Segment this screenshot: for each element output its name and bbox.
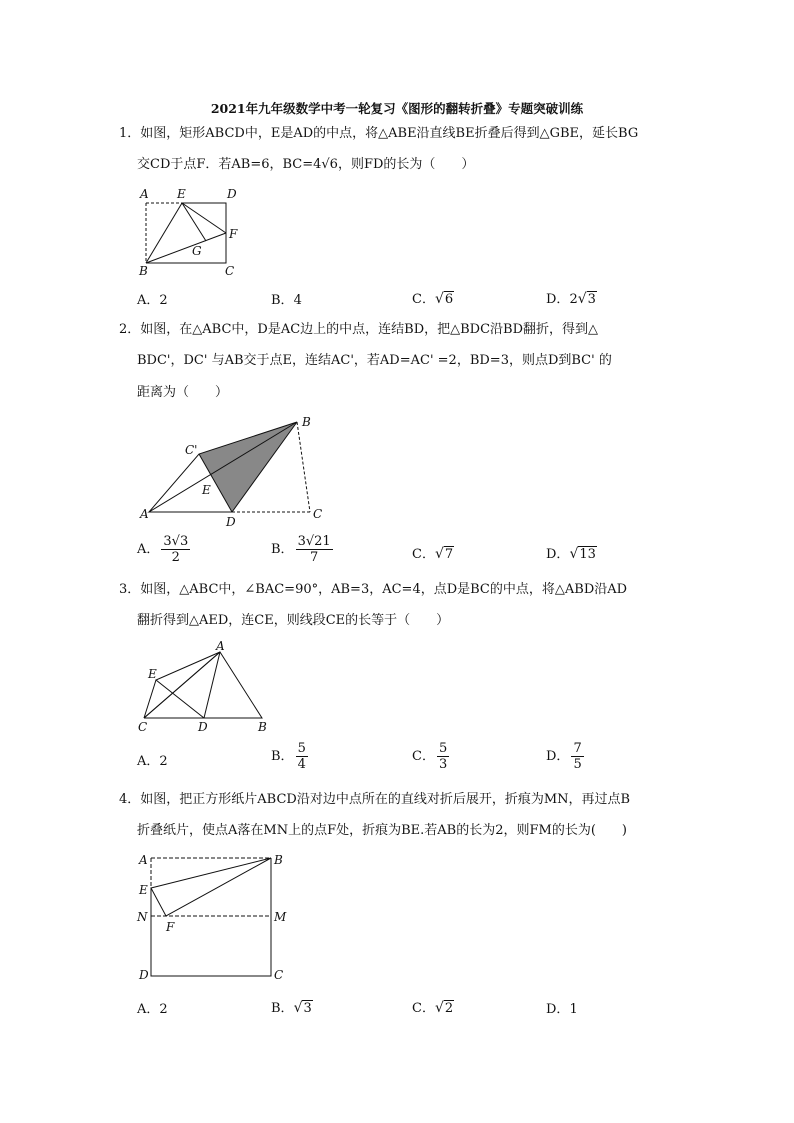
option-label: A． <box>137 1002 160 1017</box>
q4-option-a[interactable] <box>137 998 168 1017</box>
fig2-label-c-prime: C' <box>185 443 198 457</box>
fig3-label-e: E <box>148 667 157 681</box>
option-label: D． <box>546 749 570 764</box>
fig2-label-b: B <box>302 415 311 429</box>
fig1-label-f: F <box>229 227 238 241</box>
option-denominator: 2 <box>171 550 180 565</box>
fig4-label-e: E <box>139 883 148 897</box>
option-value: 2 <box>159 754 168 769</box>
fig4-label-f: F <box>166 920 175 934</box>
fig1-label-g: G <box>192 244 202 258</box>
q4-option-b[interactable]: B．√3 <box>271 1000 312 1016</box>
q2-option-a[interactable] <box>137 534 190 565</box>
figure-2-triangle-fold <box>135 408 335 533</box>
option-numerator: 5 <box>297 741 306 756</box>
q2-option-b[interactable] <box>271 534 333 565</box>
fig4-label-c: C <box>274 968 284 982</box>
option-denominator: 4 <box>297 757 306 772</box>
fig4-label-n: N <box>137 910 148 924</box>
option-radicand: 3 <box>587 292 596 307</box>
option-label: C． <box>412 292 435 307</box>
option-numerator: 5 <box>438 741 448 756</box>
q4-option-d[interactable] <box>546 998 578 1017</box>
option-label: B． <box>271 293 294 308</box>
q1-option-b[interactable] <box>271 289 302 308</box>
question-2-line-2: BDC'，DC' 与AB交于点E，连结AC'，若AD=AC' =2，BD=3，则点D到BC' 的 <box>137 353 612 368</box>
option-label: C． <box>412 547 435 562</box>
q1-option-d[interactable]: D．2√3 <box>546 291 596 307</box>
fig3-label-b: B <box>258 720 267 734</box>
q4-option-c[interactable]: C．√2 <box>412 1000 454 1016</box>
option-denominator: 7 <box>309 550 319 565</box>
option-numerator: 3√21 <box>297 534 331 549</box>
option-label: B． <box>271 542 294 557</box>
option-label: D． <box>546 1002 570 1017</box>
option-label: D． <box>546 547 570 562</box>
q3-option-d[interactable] <box>546 741 584 772</box>
fig2-label-d: D <box>226 515 236 529</box>
option-coefficient: 2 <box>569 292 578 307</box>
figure-3-right-triangle-fold <box>134 640 279 735</box>
figure-1-rectangle-fold <box>134 183 246 279</box>
fig4-label-a: A <box>139 853 148 867</box>
option-value: 1 <box>569 1002 578 1017</box>
fig2-label-a: A <box>140 507 149 521</box>
option-denominator: 5 <box>573 757 582 772</box>
q3-option-b[interactable] <box>271 741 308 772</box>
q2-option-c[interactable]: C．√7 <box>412 546 454 562</box>
question-3-line-1: 3．如图，△ABC中，∠BAC=90°，AB=3，AC=4，点D是BC的中点，将△ABD沿AD <box>119 582 628 597</box>
fig3-label-a: A <box>216 640 225 653</box>
option-value: 4 <box>293 293 302 308</box>
fig1-label-c: C <box>225 264 235 278</box>
option-numerator: 3√3 <box>163 534 189 549</box>
fig4-label-b: B <box>274 853 283 867</box>
option-radicand: 3 <box>303 1001 312 1016</box>
option-label: B． <box>271 1001 294 1016</box>
question-4-line-2: 折叠纸片，使点A落在MN上的点F处，折痕为BE.若AB的长为2，则FM的长为( ) <box>137 823 627 838</box>
fig1-label-d: D <box>227 187 237 201</box>
option-radicand: 6 <box>444 292 454 307</box>
question-1-line-2: 交CD于点F．若AB=6，BC=4√6，则FD的长为（ ） <box>137 157 475 172</box>
question-3-line-2: 翻折得到△AED，连CE，则线段CE的长等于（ ） <box>137 613 450 628</box>
option-numerator: 7 <box>573 741 582 756</box>
option-label: A． <box>137 542 160 557</box>
option-label: A． <box>137 293 160 308</box>
fig3-label-c: C <box>138 720 148 734</box>
question-2-line-3: 距离为（ ） <box>137 385 229 400</box>
option-label: A． <box>137 754 160 769</box>
q1-option-c[interactable]: C．√6 <box>412 291 454 307</box>
option-denominator: 3 <box>438 757 448 772</box>
q3-option-c[interactable] <box>412 741 449 772</box>
fig3-label-d: D <box>198 720 208 734</box>
option-radicand: 13 <box>579 547 596 562</box>
question-2-line-1: 2．如图，在△ABC中，D是AC边上的中点，连结BD，把△BDC沿BD翻折，得到△ <box>119 322 599 337</box>
option-label: D． <box>546 292 570 307</box>
option-label: C． <box>412 749 435 764</box>
fig2-label-e: E <box>202 483 211 497</box>
option-radicand: 7 <box>444 547 454 562</box>
option-radicand: 2 <box>444 1001 454 1016</box>
question-1-line-1: 1．如图，矩形ABCD中，E是AD的中点，将△ABE沿直线BE折叠后得到△GBE，延长BG <box>119 126 639 141</box>
fig4-label-d: D <box>139 968 149 982</box>
page-title: 2021年九年级数学中考一轮复习《图形的翻转折叠》专题突破训练 <box>210 101 584 116</box>
fig1-label-e: E <box>177 187 186 201</box>
fig4-label-m: M <box>274 910 287 924</box>
option-label: B． <box>271 749 294 764</box>
fig1-label-b: B <box>139 264 148 278</box>
fig1-label-a: A <box>140 187 149 201</box>
figure-4-square-fold <box>134 848 294 986</box>
option-value: 2 <box>159 1002 168 1017</box>
fig2-label-c: C <box>313 507 323 521</box>
q2-option-d[interactable]: D．√13 <box>546 546 596 562</box>
option-value: 2 <box>159 293 168 308</box>
q3-option-a[interactable] <box>137 750 168 769</box>
option-label: C． <box>412 1001 435 1016</box>
question-4-line-1: 4．如图，把正方形纸片ABCD沿对边中点所在的直线对折后展开，折痕为MN，再过点B <box>119 792 631 807</box>
q1-option-a[interactable] <box>137 289 168 308</box>
